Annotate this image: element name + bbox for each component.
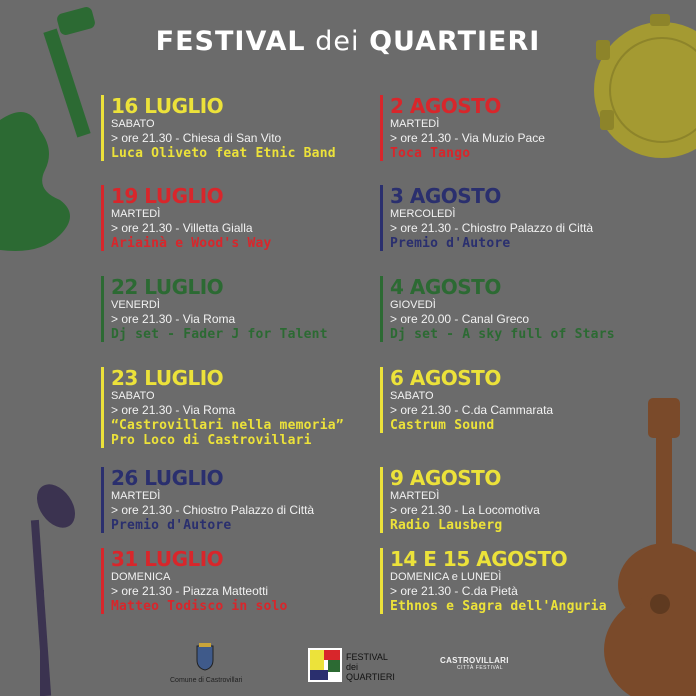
event-time-place: > ore 21.30 - La Locomotiva: [390, 503, 540, 517]
event-act: Premio d'Autore: [111, 518, 232, 533]
event-time-place: > ore 21.30 - Chiostro Palazzo di Città: [111, 503, 315, 517]
event-date: 3 AGOSTO: [390, 184, 501, 208]
page-title: [0, 26, 696, 57]
event-block: [101, 95, 336, 161]
comune-label: Comune di Castrovillari: [170, 677, 243, 684]
event-day: GIOVEDÌ: [390, 299, 436, 311]
festival-logo-line1: FESTIVAL: [346, 652, 388, 662]
event-act: Radio Lausberg: [390, 518, 503, 533]
event-block: [101, 467, 314, 533]
event-date: 9 AGOSTO: [390, 466, 501, 490]
event-act: Dj set - A sky full of Stars: [390, 327, 615, 342]
event-time-place: > ore 21.30 - Via Muzio Pace: [390, 131, 545, 145]
event-time-place: > ore 21.30 - Piazza Matteotti: [111, 584, 269, 598]
event-date: 23 LUGLIO: [111, 366, 224, 390]
event-date: 2 AGOSTO: [390, 94, 501, 118]
event-day: MARTEDÌ: [111, 208, 161, 220]
event-time-place: > ore 21.30 - Via Roma: [111, 312, 236, 326]
event-day: MARTEDÌ: [111, 490, 161, 502]
event-day: MARTEDÌ: [390, 490, 440, 502]
festival-logo-text: [346, 652, 408, 682]
event-block: [101, 185, 272, 251]
event-act: Premio d'Autore: [390, 236, 511, 251]
event-block: [380, 95, 545, 161]
event-date: 22 LUGLIO: [111, 275, 224, 299]
microphone-icon: [29, 477, 83, 696]
festival-logo-line2: dei QUARTIERI: [346, 662, 395, 682]
event-day: DOMENICA e LUNEDÌ: [390, 571, 502, 583]
comune-logo: [170, 642, 243, 684]
event-day: SABATO: [111, 118, 155, 130]
event-block: [101, 548, 288, 614]
title-festival: FESTIVAL: [155, 26, 306, 57]
castrovillari-label: CASTROVILLARI: [440, 656, 509, 665]
event-day: DOMENICA: [111, 571, 171, 583]
event-act: Luca Oliveto feat Etnic Band: [111, 146, 336, 161]
event-date: 6 AGOSTO: [390, 366, 501, 390]
event-act: Toca Tango: [390, 146, 471, 161]
event-date: 4 AGOSTO: [390, 275, 501, 299]
event-time-place: > ore 21.30 - C.da Cammarata: [390, 403, 554, 417]
event-date: 19 LUGLIO: [111, 184, 224, 208]
event-act: Matteo Todisco in solo: [111, 599, 288, 614]
event-block: [380, 185, 593, 251]
event-block: [380, 467, 540, 533]
event-time-place: > ore 20.00 - Canal Greco: [390, 312, 530, 326]
event-day: MERCOLEDÌ: [390, 208, 456, 220]
acoustic-guitar-icon: [604, 398, 696, 696]
event-block: [380, 367, 553, 433]
festival-mark-icon: [308, 648, 342, 682]
event-act: Castrum Sound: [390, 418, 495, 433]
event-date: 26 LUGLIO: [111, 466, 224, 490]
event-date: 31 LUGLIO: [111, 547, 224, 571]
title-dei: dei: [315, 26, 360, 57]
castrovillari-logo: [440, 656, 520, 671]
event-act: “Castrovillari nella memoria”: [111, 418, 344, 433]
event-time-place: > ore 21.30 - Chiesa di San Vito: [111, 131, 282, 145]
event-act: Ariainà e Wood's Way: [111, 236, 272, 251]
event-date: 16 LUGLIO: [111, 94, 224, 118]
event-block: [101, 276, 328, 342]
event-day: VENERDÌ: [111, 299, 160, 311]
event-time-place: > ore 21.30 - C.da Pietà: [390, 584, 518, 598]
event-time-place: > ore 21.30 - Via Roma: [111, 403, 236, 417]
citta-festival-label: CITTÀ FESTIVAL: [456, 665, 504, 671]
title-quartieri: QUARTIERI: [369, 26, 541, 57]
event-day: SABATO: [111, 390, 155, 402]
event-act: Dj set - Fader J for Talent: [111, 327, 328, 342]
festival-logo: [308, 648, 408, 682]
event-block: [380, 548, 607, 614]
event-day: SABATO: [390, 390, 434, 402]
coat-of-arms-icon: [170, 642, 240, 672]
event-act: Ethnos e Sagra dell'Anguria: [390, 599, 607, 614]
event-block: [380, 276, 615, 342]
event-date: 14 E 15 AGOSTO: [390, 547, 568, 571]
event-act: Pro Loco di Castrovillari: [111, 433, 312, 448]
event-block: [101, 367, 344, 448]
event-time-place: > ore 21.30 - Chiostro Palazzo di Città: [390, 221, 594, 235]
event-day: MARTEDÌ: [390, 118, 440, 130]
event-time-place: > ore 21.30 - Villetta Gialla: [111, 221, 253, 235]
